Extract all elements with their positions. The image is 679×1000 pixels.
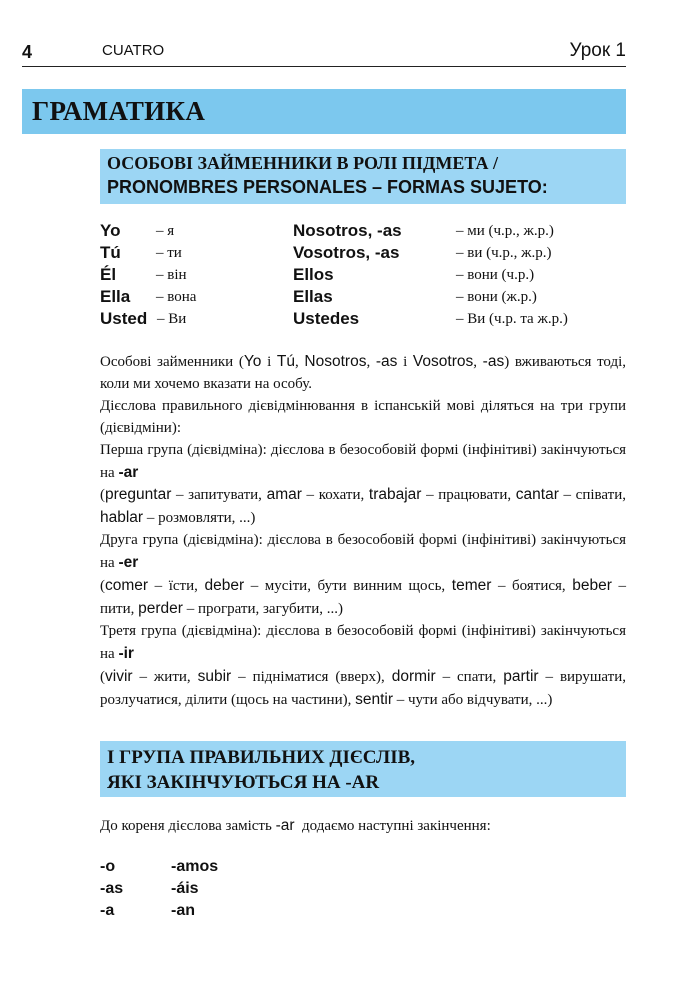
paragraph-group3-examples: (vivir – жити, subir – підніматися (вверх), dormir – спати, partir – вирушати, розлучатися, ділити (щось на частини), sentir – чути або відчувати, ...) [100, 667, 627, 708]
ending-plural: -amos [171, 858, 219, 875]
pronoun-uk: – Ви [157, 311, 187, 327]
page-header [22, 40, 626, 67]
grammar-explanation [100, 351, 626, 712]
subsection-title-line1: ОСОБОВІ ЗАЙМЕННИКИ В РОЛІ ПІДМЕТА / [107, 153, 498, 173]
pronoun-uk-plural: – ми (ч.р., ж.р.) [456, 223, 554, 239]
paragraph-group2-examples: (comer – їсти, deber – мусіти, бути винним щось, temer – боятися, beber – пити, perder – програти, загубити, ...) [100, 577, 626, 617]
ending-row [100, 880, 199, 902]
subsection-title-bar-ar-verbs [100, 741, 626, 797]
pronoun-es: Tú [100, 243, 121, 262]
subsection-title-line2: PRONOMBRES PERSONALES – FORMAS SUJETO: [107, 177, 548, 197]
pronoun-uk-plural: – ви (ч.р., ж.р.) [456, 245, 552, 261]
pronoun-uk: – він [156, 267, 187, 283]
pronoun-es: Yo [100, 221, 121, 240]
endings-intro: До кореня дієслова замість -ar додаємо наступні закінчення: [100, 817, 491, 834]
pronoun-uk-plural: – вони (ч.р.) [456, 267, 535, 283]
paragraph-group2: Друга група (дієвідміна): дієслова в безособовій формі (інфінітиві) закінчуються на -er [100, 532, 626, 572]
paragraph-pronouns-usage: Особові займенники (Yo і Tú, Nosotros, -as і Vosotros, -as) вживаються тоді, коли ми хочемо вказати на особу. [100, 353, 627, 392]
pronoun-es-plural: Nosotros, -as [293, 221, 402, 240]
section-title: ГРАМАТИКА [32, 96, 206, 126]
pronoun-es-plural: Ellas [293, 287, 333, 306]
pronoun-uk-plural: – вони (ж.р.) [456, 289, 537, 305]
ending-plural: -áis [171, 880, 199, 897]
pronoun-es-plural: Ellos [293, 265, 334, 284]
subsection-title-line2: ЯКІ ЗАКІНЧУЮТЬСЯ НА -AR [107, 772, 380, 793]
paragraph-group3: Третя група (дієвідміна): дієслова в безособовій формі (інфінітиві) закінчуються на -ir [100, 622, 626, 662]
paragraph-group1-examples: (preguntar – запитувати, amar – кохати, trabajar – працювати, cantar – співати, hablar – розмовляти, ...) [100, 486, 626, 527]
pronoun-es: Ella [100, 287, 131, 306]
paragraph-verb-groups: Дієслова правильного дієвідмінювання в іспанській мові діляться на три групи (дієвідміни): [100, 397, 626, 436]
section-title-bar [22, 89, 626, 134]
pronoun-es-plural: Ustedes [293, 309, 360, 328]
pronoun-uk: – ти [156, 245, 182, 261]
paragraph-group1: Перша група (дієвідміна): дієслова в безособовій формі (інфінітиві) закінчуються на -ar [100, 441, 626, 481]
ending-row [100, 858, 219, 880]
pronoun-es: Usted [100, 309, 148, 328]
subsection-title-bar-pronouns [100, 149, 626, 204]
page-number: 4 [22, 42, 33, 62]
ending-row [100, 902, 195, 924]
pronoun-uk: – вона [156, 289, 197, 305]
book-title: CUATRO [102, 42, 165, 59]
ending-singular: -as [100, 880, 124, 897]
pronoun-uk-plural: – Ви (ч.р. та ж.р.) [456, 311, 568, 327]
pronoun-uk: – я [156, 223, 175, 239]
subsection-title-line1: І ГРУПА ПРАВИЛЬНИХ ДІЄСЛІВ, [107, 747, 416, 768]
ending-singular: -o [100, 858, 116, 875]
lesson-label: Урок 1 [569, 40, 626, 61]
pronoun-es: Él [100, 265, 117, 284]
ending-singular: -a [100, 902, 115, 919]
pronoun-es-plural: Vosotros, -as [293, 243, 400, 262]
ending-plural: -an [171, 902, 195, 919]
